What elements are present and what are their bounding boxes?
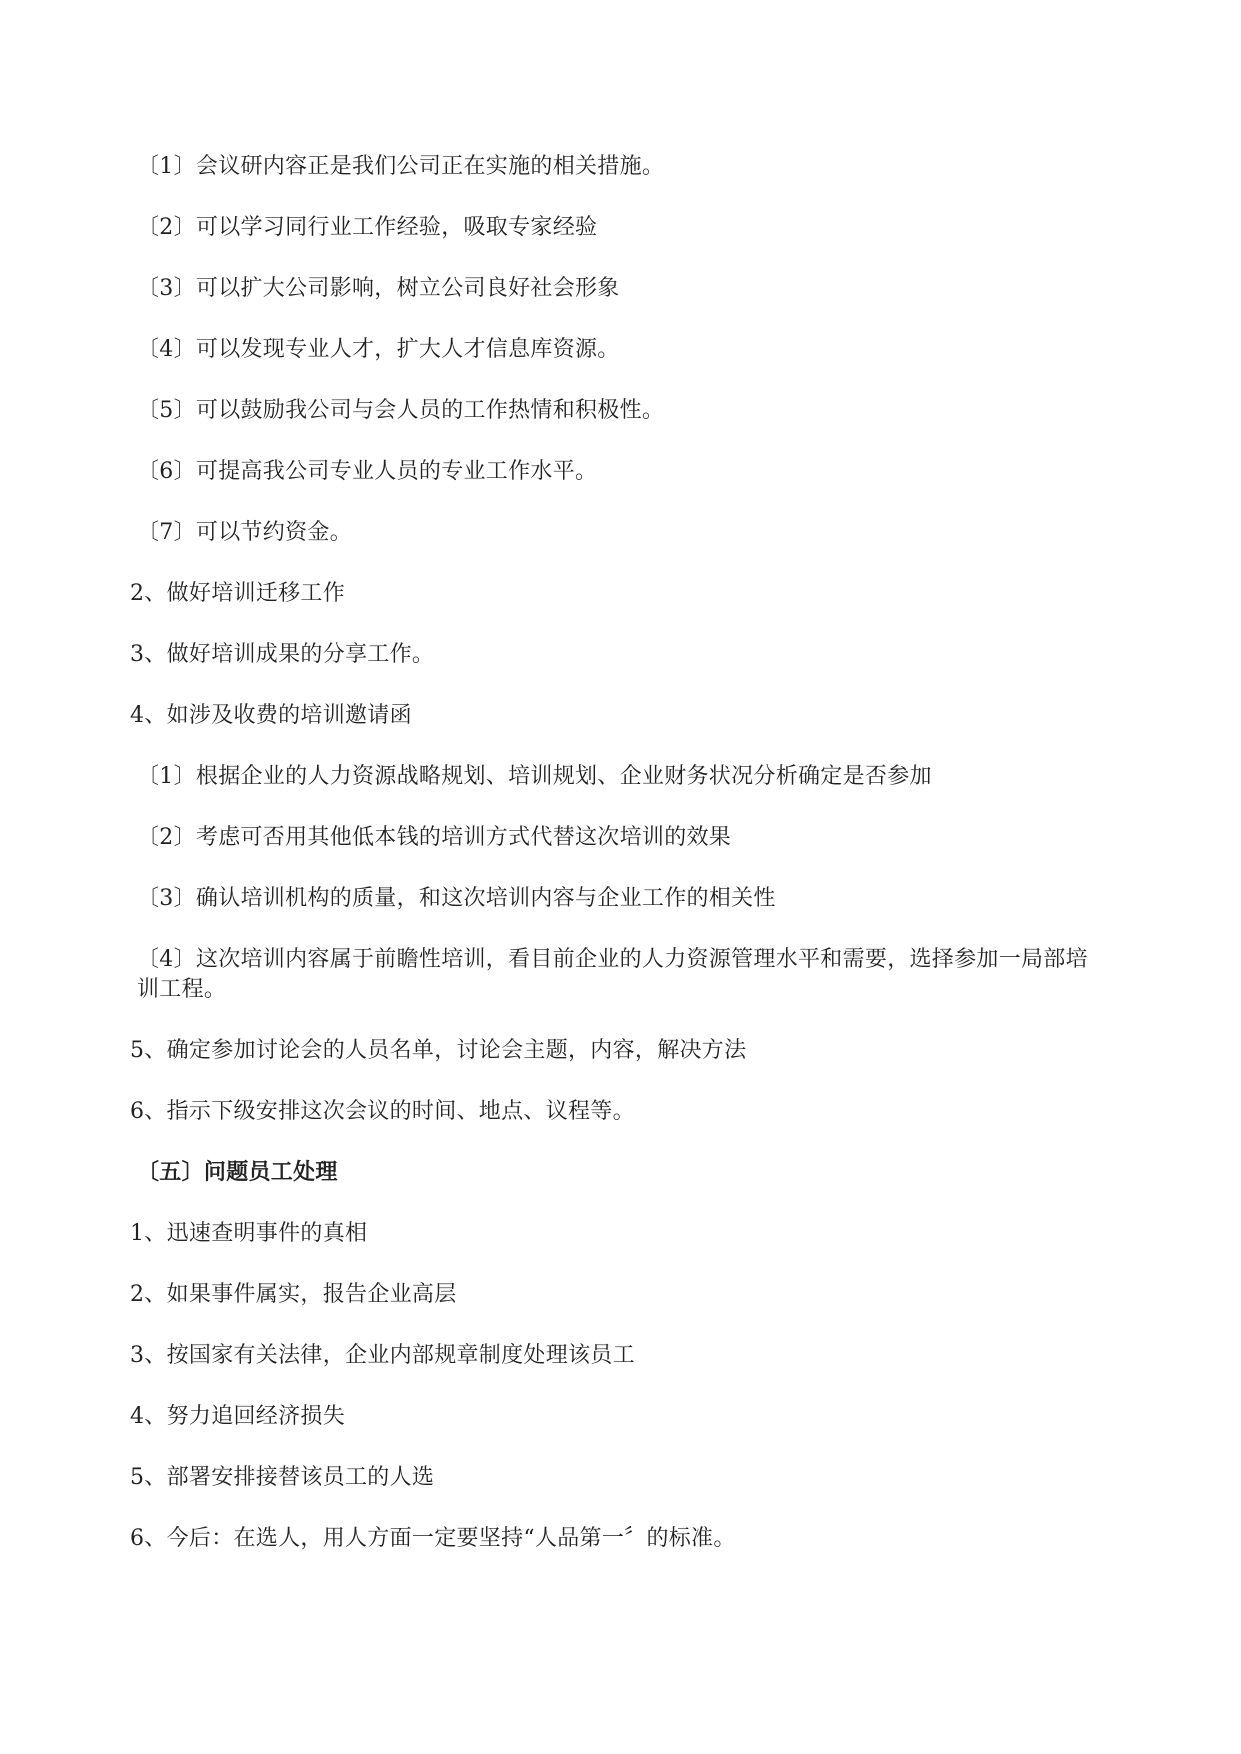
step-6: 6、今后：在选人，用人方面一定要坚持“人品第一〞的标准。 bbox=[130, 1526, 736, 1551]
step-5: 5、部署安排接替该员工的人选 bbox=[130, 1465, 435, 1490]
item-4-2: 〔2〕考虑可否用其他低本钱的培训方式代替这次培训的效果 bbox=[137, 825, 732, 850]
item-5: 5、确定参加讨论会的人员名单，讨论会主题，内容，解决方法 bbox=[130, 1038, 747, 1063]
item-1-4: 〔4〕可以发现专业人才，扩大人才信息库资源。 bbox=[137, 337, 620, 362]
item-4-1: 〔1〕根据企业的人力资源战略规划、培训规划、企业财务状况分析确定是否参加 bbox=[137, 764, 932, 789]
item-4: 4、如涉及收费的培训邀请函 bbox=[130, 703, 412, 728]
step-1: 1、迅速查明事件的真相 bbox=[130, 1221, 368, 1246]
item-1-2: 〔2〕可以学习同行业工作经验，吸取专家经验 bbox=[137, 215, 598, 240]
item-1-7: 〔7〕可以节约资金。 bbox=[137, 520, 352, 545]
step-4: 4、努力追回经济损失 bbox=[130, 1404, 345, 1429]
step-3: 3、按国家有关法律，企业内部规章制度处理该员工 bbox=[130, 1343, 635, 1368]
item-4-4: 〔4〕这次培训内容属于前瞻性培训，看目前企业的人力资源管理水平和需要，选择参加一局部培训工程。 bbox=[137, 947, 1088, 1002]
item-6: 6、指示下级安排这次会议的时间、地点、议程等。 bbox=[130, 1099, 635, 1124]
item-3: 3、做好培训成果的分享工作。 bbox=[130, 642, 435, 667]
item-4-3: 〔3〕确认培训机构的质量，和这次培训内容与企业工作的相关性 bbox=[137, 886, 776, 911]
step-2: 2、如果事件属实，报告企业高层 bbox=[130, 1282, 457, 1307]
item-1-3: 〔3〕可以扩大公司影响，树立公司良好社会形象 bbox=[137, 276, 620, 301]
item-2: 2、做好培训迁移工作 bbox=[130, 581, 345, 606]
item-1-5: 〔5〕可以鼓励我公司与会人员的工作热情和积极性。 bbox=[137, 398, 665, 423]
section-heading: 〔五〕问题员工处理 bbox=[137, 1160, 338, 1185]
item-1-1: 〔1〕会议研内容正是我们公司正在实施的相关措施。 bbox=[137, 154, 665, 179]
item-1-6: 〔6〕可提高我公司专业人员的专业工作水平。 bbox=[137, 459, 598, 484]
